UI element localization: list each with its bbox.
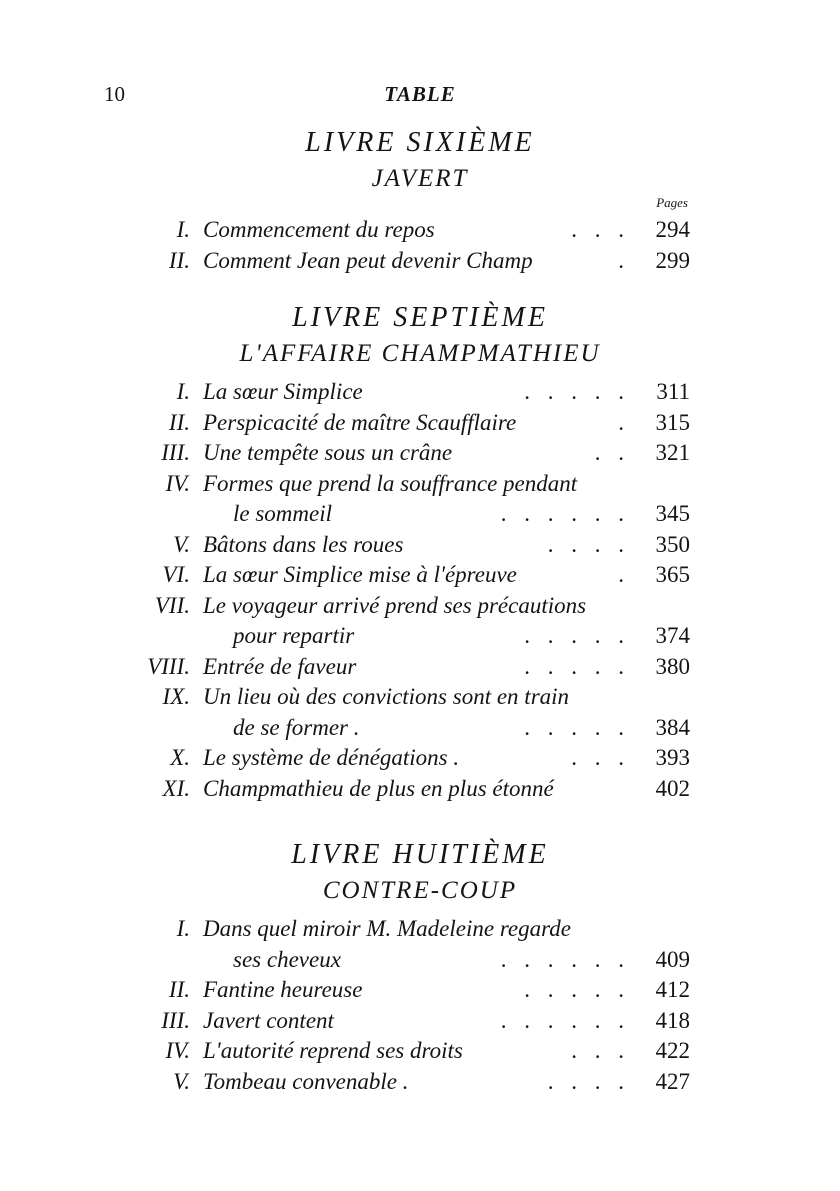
toc-entry-line	[0, 408, 840, 438]
chapter-title: Une tempête sous un crâne	[203, 440, 453, 465]
toc-entry-line	[0, 499, 840, 529]
chapter-title: Tombeau convenable .	[203, 1068, 409, 1094]
toc-entry-line	[0, 560, 840, 590]
toc-entry-line	[0, 215, 840, 245]
chapter-number: II.	[168, 409, 190, 435]
chapter-title: Champmathieu de plus en plus étonné	[203, 775, 554, 801]
toc-entry-line	[0, 743, 840, 773]
chapter-number: I.	[176, 916, 190, 941]
page-ref: 321	[655, 440, 690, 465]
toc-entry-line	[0, 975, 840, 1005]
page-ref: 311	[656, 379, 690, 404]
chapter-number: IV.	[165, 470, 190, 496]
chapter-title: ses cheveux	[233, 946, 341, 972]
chapter-title: Entrée de faveur	[203, 653, 357, 679]
dot-leader: . .	[594, 440, 630, 465]
chapter-number: II.	[168, 247, 190, 273]
dot-leader: . . . . .	[524, 379, 630, 404]
chapter-title: Le voyageur arrivé prend ses précautions	[203, 592, 587, 618]
dot-leader: . . . . .	[524, 714, 630, 740]
toc-entry-line	[0, 652, 840, 682]
chapter-title: L'autorité reprend ses droits	[203, 1038, 463, 1063]
chapter-title: Formes que prend la souffrance pendant	[203, 470, 578, 496]
dot-leader: . . .	[571, 217, 630, 242]
chapter-title: Perspicacité de maître Scaufflaire	[203, 409, 517, 435]
chapter-title: Un lieu où des convictions sont en train	[203, 684, 570, 709]
chapter-title: Commencement du repos	[203, 217, 435, 242]
chapter-number: X.	[170, 745, 190, 770]
book-subtitle: CONTRE-COUP	[322, 877, 518, 904]
toc-entry-line	[0, 1006, 840, 1036]
chapter-title: Dans quel miroir M. Madeleine regarde	[203, 916, 571, 941]
toc-entry-line	[0, 246, 840, 276]
book-title: LIVRE SIXIÈME	[305, 127, 535, 158]
chapter-title: pour repartir	[233, 623, 355, 648]
toc-entry-line	[0, 469, 840, 499]
chapter-number: VII.	[154, 592, 190, 618]
page-ref: 422	[655, 1038, 690, 1063]
pages-column-label: Pages	[656, 195, 688, 210]
book-title: LIVRE HUITIÈME	[291, 839, 549, 870]
dot-leader: . . . .	[547, 1068, 630, 1094]
chapter-number: II.	[168, 977, 190, 1002]
toc-entry-line	[0, 914, 840, 944]
toc-entry-line	[0, 621, 840, 651]
page-ref: 374	[655, 623, 690, 648]
dot-leader: .	[618, 409, 630, 435]
chapter-number: III.	[161, 1007, 190, 1033]
chapter-title: La sœur Simplice	[203, 379, 363, 404]
dot-leader: . . . . .	[524, 623, 630, 648]
page-ref: 393	[655, 745, 690, 770]
chapter-title: le sommeil	[233, 501, 333, 526]
chapter-number: IV.	[165, 1038, 190, 1063]
toc-entry-line	[0, 1036, 840, 1066]
book-subtitle: L'AFFAIRE CHAMPMATHIEU	[239, 340, 601, 367]
page-ref: 315	[655, 409, 690, 435]
dot-leader: . . . . .	[524, 653, 630, 679]
chapter-title: de se former .	[233, 714, 360, 740]
page-ref: 427	[655, 1068, 690, 1094]
chapter-title: Le système de dénégations .	[203, 745, 460, 770]
book-title: LIVRE SEPTIÈME	[292, 302, 548, 333]
page-ref: 365	[655, 562, 690, 587]
running-title: TABLE	[384, 82, 456, 106]
page-ref: 299	[655, 247, 690, 273]
dot-leader: . . .	[571, 1038, 630, 1063]
dot-leader: . . .	[571, 745, 630, 770]
page-number: 10	[104, 82, 125, 106]
dot-leader: . . . . . .	[500, 501, 630, 526]
toc-entry-line	[0, 530, 840, 560]
page-ref: 380	[655, 653, 690, 679]
chapter-number: VI.	[162, 562, 190, 587]
page-ref: 350	[655, 531, 690, 557]
toc-entry-line	[0, 713, 840, 743]
dot-leader: . . . . .	[524, 977, 630, 1002]
chapter-title: Fantine heureuse	[203, 977, 363, 1002]
book-subtitle: JAVERT	[371, 165, 469, 192]
chapter-number: V.	[173, 531, 190, 557]
chapter-number: I.	[176, 217, 190, 242]
chapter-number: I.	[176, 379, 190, 404]
dot-leader: .	[618, 247, 630, 273]
chapter-title: Comment Jean peut devenir Champ	[203, 247, 533, 273]
toc-entry-line	[0, 377, 840, 407]
dot-leader: . . . .	[547, 531, 630, 557]
page-ref: 345	[655, 501, 690, 526]
chapter-number: III.	[161, 440, 190, 465]
chapter-title: Javert content	[203, 1007, 334, 1033]
chapter-number: XI.	[162, 775, 190, 801]
dot-leader: . . . . . .	[500, 946, 630, 972]
toc-entry-line	[0, 1067, 840, 1097]
page-ref: 294	[655, 217, 690, 242]
page-ref: 409	[655, 946, 690, 972]
dot-leader: .	[618, 562, 630, 587]
page-ref: 384	[655, 714, 690, 740]
toc-entry-line	[0, 591, 840, 621]
chapter-title: La sœur Simplice mise à l'épreuve	[203, 562, 517, 587]
toc-entry-line	[0, 774, 840, 804]
chapter-number: VIII.	[147, 653, 190, 679]
chapter-number: V.	[173, 1068, 190, 1094]
toc-entry-line	[0, 945, 840, 975]
chapter-title: Bâtons dans les roues	[203, 531, 404, 557]
toc-entry-line	[0, 438, 840, 468]
chapter-number: IX.	[162, 684, 190, 709]
toc-entry-line	[0, 682, 840, 712]
page-ref: 418	[655, 1007, 690, 1033]
page-ref: 402	[655, 775, 690, 801]
page-ref: 412	[655, 977, 690, 1002]
dot-leader: . . . . . .	[500, 1007, 630, 1033]
